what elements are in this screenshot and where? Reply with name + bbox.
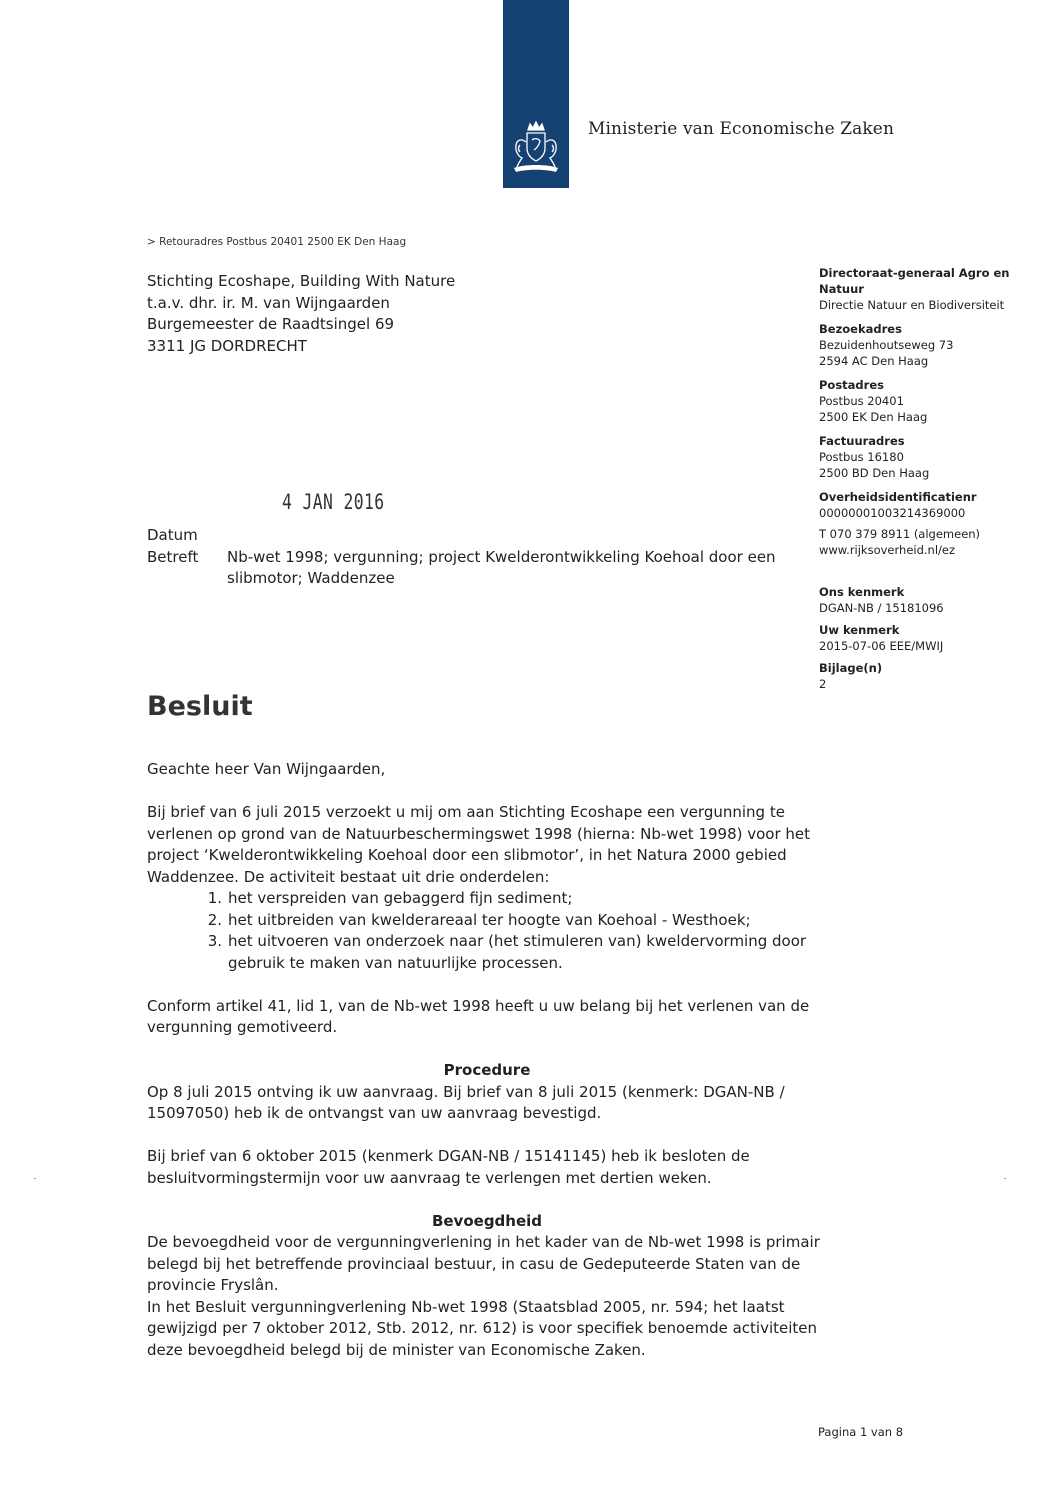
- sidebar-dg: [819, 265, 1039, 313]
- scan-speck: [34, 1178, 36, 1179]
- procedure-title: Procedure: [443, 1061, 531, 1079]
- coat-of-arms-icon: [508, 118, 564, 176]
- meta-datum-row: [147, 525, 797, 547]
- date-stamp: 4 JAN 2016: [282, 490, 385, 514]
- betreft-value: Nb-wet 1998; vergunning; project Kwelderontwikkeling Koehoal door een slibmotor; Waddenzee: [227, 547, 776, 587]
- sidebar-postadres: [819, 377, 1039, 425]
- sidebar-bezoekadres: [819, 321, 1039, 369]
- addressee-line: 3311 JG DORDRECHT: [147, 336, 307, 355]
- betreft-label: Betreft: [147, 547, 199, 566]
- letter-meta: [147, 525, 797, 590]
- list-text: het uitbreiden van kwelderareaal ter hoogte van Koehoal - Westhoek;: [228, 910, 751, 929]
- sidebar-heading: Overheidsidentificatienr: [819, 490, 977, 504]
- activity-list: [147, 888, 827, 974]
- bevoegdheid-paragraph: De bevoegdheid voor de vergunningverlening in het kader van de Nb-wet 1998 is primair belegd bij het betreffende provinciaal bestuur, in casu de Gedeputeerde Staten van de provincie Fryslân.: [147, 1233, 820, 1294]
- sidebar-line: 2500 EK Den Haag: [819, 410, 928, 424]
- sidebar-line: 2015-07-06 EEE/MWIJ: [819, 639, 944, 653]
- intro-paragraph: Bij brief van 6 juli 2015 verzoekt u mij om aan Stichting Ecoshape een vergunning te verlenen op grond van de Natuurbeschermingswet 1998 (hierna: Nb-wet 1998) voor het project ‘Kwelderontwikkeling Koehoal door een slibmotor’, in het Natura 2000 gebied Waddenzee. De activiteit bestaat uit drie onderdelen:: [147, 803, 811, 886]
- list-item: [193, 888, 827, 910]
- sidebar-contact: [819, 526, 1039, 558]
- sidebar-line: 2: [819, 677, 827, 691]
- sidebar-heading: Bezoekadres: [819, 322, 902, 336]
- list-number: 1.: [207, 889, 222, 907]
- salutation: Geachte heer Van Wijngaarden,: [147, 760, 386, 778]
- sidebar-factuuradres: [819, 433, 1039, 481]
- sender-sidebar: [819, 265, 1039, 700]
- list-text: het uitvoeren van onderzoek naar (het stimuleren van) kweldervorming door gebruik te maken van natuurlijke processen.: [228, 932, 807, 972]
- sidebar-uw-kenmerk: [819, 622, 1039, 654]
- sidebar-heading: Bijlage(n): [819, 661, 883, 675]
- sidebar-website: www.rijksoverheid.nl/ez: [819, 543, 956, 557]
- sidebar-line: 00000001003214369000: [819, 506, 966, 520]
- document-heading: Besluit: [147, 691, 253, 722]
- procedure-paragraph: Bij brief van 6 oktober 2015 (kenmerk DGAN-NB / 15141145) heb ik besloten de besluitvormingstermijn voor uw aanvraag te verlengen met dertien weken.: [147, 1147, 750, 1187]
- bevoegdheid-paragraph: In het Besluit vergunningverlening Nb-wet 1998 (Staatsblad 2005, nr. 594; het laatst gewijzigd per 7 oktober 2012, Stb. 2012, nr. 612) is voor specifiek benoemde activiteiten deze bevoegdheid belegd bij de minister van Economische Zaken.: [147, 1297, 818, 1359]
- ministry-name: Ministerie van Economische Zaken: [588, 119, 894, 139]
- meta-betreft-row: [147, 547, 797, 590]
- sidebar-ons-kenmerk: [819, 584, 1039, 616]
- sidebar-line: Directie Natuur en Biodiversiteit: [819, 298, 1005, 312]
- sidebar-line: 2594 AC Den Haag: [819, 354, 929, 368]
- addressee-block: [147, 271, 455, 357]
- sidebar-line: Postbus 16180: [819, 450, 904, 464]
- sidebar-overheid: [819, 489, 1039, 521]
- datum-label: Datum: [147, 526, 198, 544]
- procedure-paragraph: Op 8 juli 2015 ontving ik uw aanvraag. Bij brief van 8 juli 2015 (kenmerk: DGAN-NB / 15097050) heb ik de ontvangst van uw aanvraag bevestigd.: [147, 1082, 785, 1122]
- list-number: 2.: [207, 910, 222, 929]
- sidebar-heading: Directoraat-generaal Agro en Natuur: [819, 266, 1010, 296]
- belang-paragraph: Conform artikel 41, lid 1, van de Nb-wet 1998 heeft u uw belang bij het verlenen van de vergunning gemotiveerd.: [147, 996, 810, 1036]
- list-text: het verspreiden van gebaggerd fijn sediment;: [228, 889, 573, 907]
- scan-speck: [1004, 1178, 1006, 1179]
- sidebar-line: DGAN-NB / 15181096: [819, 601, 944, 615]
- addressee-line: Burgemeester de Raadtsingel 69: [147, 315, 395, 333]
- page-number: Pagina 1 van 8: [818, 1425, 904, 1439]
- datum-value: [227, 525, 797, 547]
- bevoegdheid-title: Bevoegdheid: [431, 1211, 543, 1230]
- sidebar-line: Bezuidenhoutseweg 73: [819, 338, 954, 352]
- sidebar-phone: T 070 379 8911 (algemeen): [819, 527, 981, 541]
- letter-body: [147, 759, 827, 1361]
- sidebar-line: 2500 BD Den Haag: [819, 466, 930, 480]
- sidebar-bijlagen: [819, 660, 1039, 692]
- list-item: [193, 910, 827, 932]
- sidebar-line: Postbus 20401: [819, 394, 904, 408]
- sidebar-heading: Ons kenmerk: [819, 585, 905, 599]
- list-number: 3.: [207, 932, 222, 950]
- sidebar-heading: Uw kenmerk: [819, 623, 900, 637]
- list-item: [193, 931, 827, 974]
- logo-bar: [503, 0, 569, 188]
- sidebar-heading: Postadres: [819, 378, 884, 392]
- addressee-line: Stichting Ecoshape, Building With Nature: [147, 272, 456, 290]
- return-address: > Retouradres Postbus 20401 2500 EK Den Haag: [147, 236, 407, 248]
- sidebar-heading: Factuuradres: [819, 434, 905, 448]
- addressee-line: t.a.v. dhr. ir. M. van Wijngaarden: [147, 293, 390, 312]
